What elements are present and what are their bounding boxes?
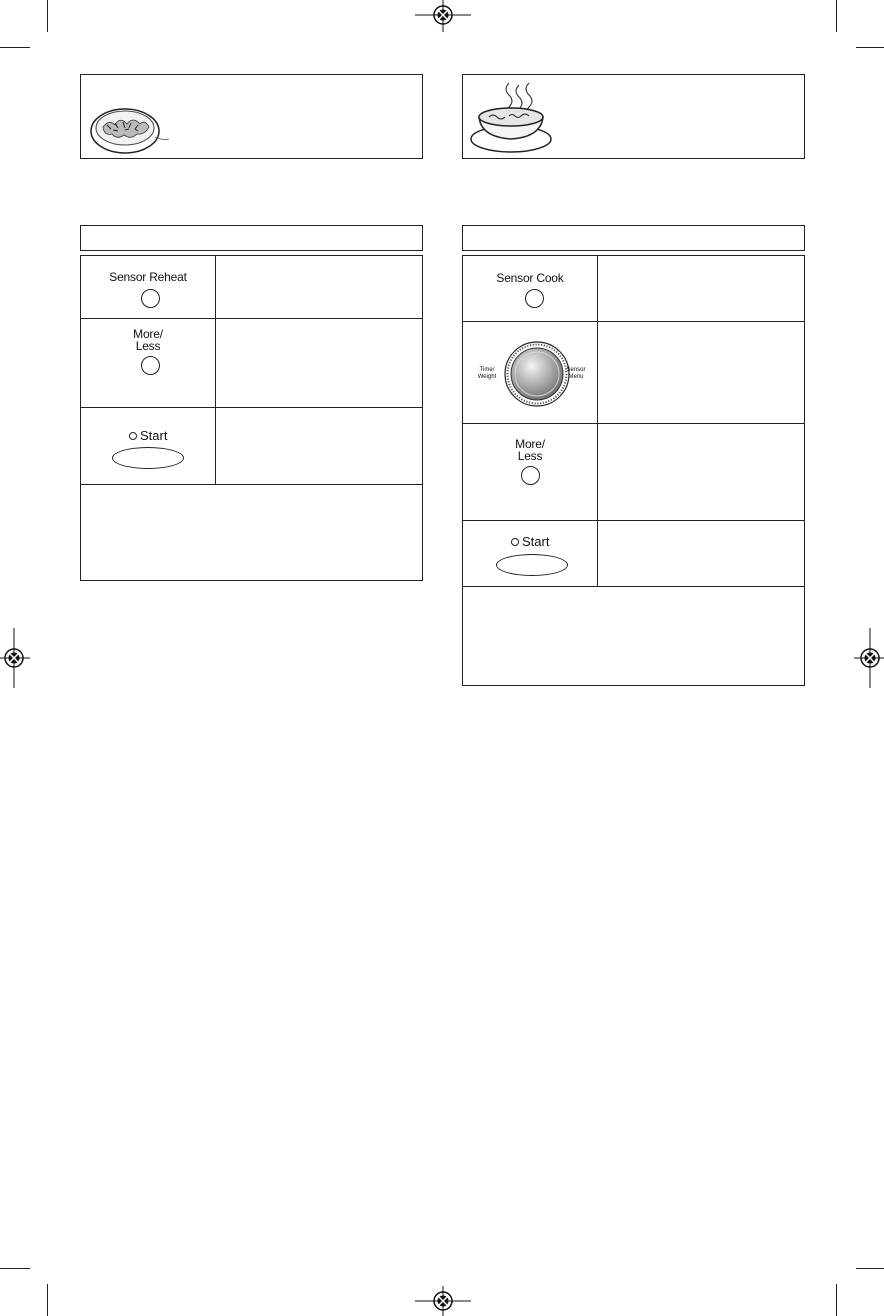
table-divider bbox=[81, 484, 422, 485]
dial-right-label-line1: Sensor bbox=[566, 367, 586, 373]
table-divider bbox=[463, 321, 804, 322]
more-less-label-line2: Less bbox=[135, 339, 161, 353]
start-indicator-icon bbox=[129, 432, 137, 440]
soup-bowl-icon bbox=[469, 79, 559, 157]
registration-mark-icon bbox=[0, 628, 30, 688]
dial-left-label-line2: Weight bbox=[477, 374, 497, 380]
more-less-label-line1: More/ bbox=[515, 437, 545, 451]
table-divider bbox=[81, 407, 422, 408]
crop-mark bbox=[47, 1284, 48, 1316]
sensor-reheat-key[interactable] bbox=[141, 289, 160, 308]
registration-mark-icon bbox=[415, 0, 471, 32]
start-label bbox=[129, 429, 167, 442]
crop-mark bbox=[856, 47, 884, 48]
crop-mark bbox=[836, 0, 837, 32]
dial-right-label-line2: Menu bbox=[568, 374, 584, 380]
dial-left-label-line1: Time/ bbox=[479, 367, 495, 373]
table-divider bbox=[463, 423, 804, 424]
table-divider bbox=[215, 256, 216, 485]
crop-mark bbox=[47, 0, 48, 32]
start-indicator-icon bbox=[511, 538, 519, 546]
more-less-key[interactable] bbox=[521, 466, 540, 485]
sensor-cook-header-box bbox=[462, 74, 805, 159]
table-divider bbox=[463, 520, 804, 521]
table-divider bbox=[463, 586, 804, 587]
crop-mark bbox=[856, 1268, 884, 1269]
start-label-text: Start bbox=[522, 534, 550, 549]
start-key[interactable] bbox=[496, 554, 568, 576]
more-less-key[interactable] bbox=[141, 356, 160, 375]
reheat-header-box bbox=[80, 74, 423, 159]
plate-of-food-icon bbox=[85, 97, 171, 157]
start-key[interactable] bbox=[112, 447, 184, 469]
table-divider bbox=[597, 256, 598, 587]
more-less-label-line2: Less bbox=[517, 449, 543, 463]
dial-knob-icon[interactable] bbox=[503, 340, 571, 408]
reheat-steps-table bbox=[80, 255, 423, 581]
start-label-text: Start bbox=[140, 428, 168, 443]
crop-mark bbox=[0, 47, 30, 48]
reheat-title-bar bbox=[80, 225, 423, 251]
registration-mark-icon bbox=[854, 628, 884, 688]
sensor-cook-key[interactable] bbox=[525, 289, 544, 308]
start-label bbox=[511, 535, 549, 548]
sensor-cook-title-bar bbox=[462, 225, 805, 251]
sensor-cook-steps-table bbox=[462, 255, 805, 686]
sensor-reheat-label: Sensor Reheat bbox=[109, 270, 187, 284]
crop-mark bbox=[0, 1268, 30, 1269]
crop-mark bbox=[836, 1284, 837, 1316]
table-divider bbox=[81, 318, 422, 319]
more-less-label-line1: More/ bbox=[133, 327, 163, 341]
sensor-cook-label: Sensor Cook bbox=[496, 271, 564, 285]
registration-mark-icon bbox=[415, 1286, 471, 1316]
